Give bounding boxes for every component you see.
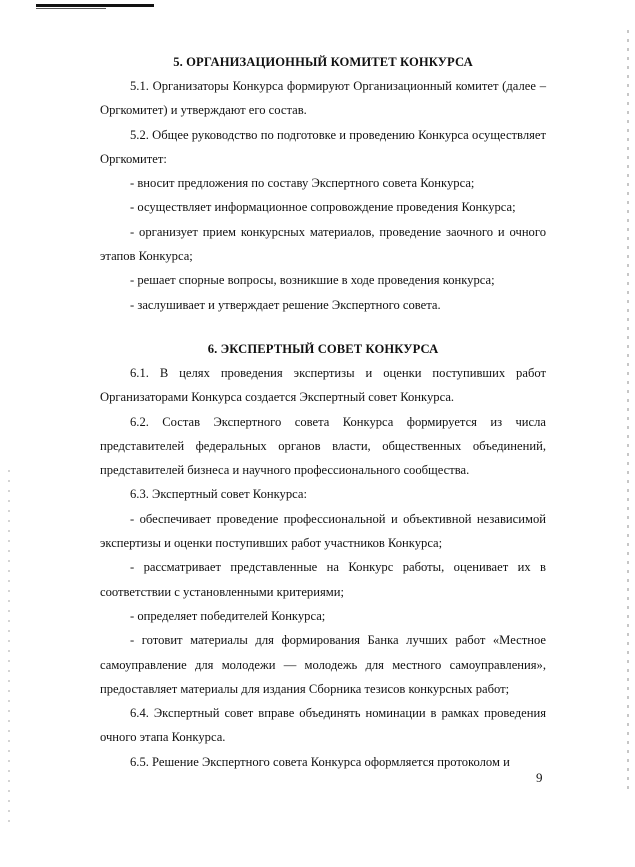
paragraph-5-2: 5.2. Общее руководство по подготовке и проведению Конкурса осуществляет Оргкомитет:: [100, 127, 546, 166]
paragraph-6-3: 6.3. Экспертный совет Конкурса:: [130, 487, 307, 502]
scan-top-mark: [36, 4, 154, 7]
page-number: 9: [536, 770, 543, 785]
paragraph-6-4: 6.4. Экспертный совет вправе объединять номинации в рамках проведения очного этапа Конкурса.: [100, 706, 546, 745]
list-item: - определяет победителей Конкурса;: [130, 608, 326, 623]
scan-right-edge: [627, 30, 629, 790]
paragraph-6-2: 6.2. Состав Экспертного совета Конкурса формируется из числа представителей федеральных органов власти, общественных объединений, представителей бизнеса и научного профессионального сообщества.: [100, 414, 546, 478]
list-item: - готовит материалы для формирования Банка лучших работ «Местное самоуправление для молодежи — молодежь для местного самоуправления», предоставляет материалы для издания Сборника тезисов конкурсных работ;: [100, 633, 546, 696]
document-page: [100, 50, 546, 774]
paragraph-6-1: 6.1. В целях проведения экспертизы и оценки поступивших работ Организаторами Конкурса создается Экспертный совет Конкурса.: [100, 365, 546, 405]
scan-left-edge: [8, 470, 10, 830]
list-item: - осуществляет информационное сопровождение проведения Конкурса;: [130, 200, 516, 215]
list-item: - заслушивает и утверждает решение Экспертного совета.: [130, 297, 441, 312]
list-item: - вносит предложения по составу Экспертного совета Конкурса;: [130, 176, 475, 191]
list-item: - обеспечивает проведение профессиональной и объективной независимой экспертизы и оценки поступивших работ участников Конкурса;: [100, 511, 546, 551]
scan-top-mark-thin: [36, 8, 106, 9]
section-6-title: 6. ЭКСПЕРТНЫЙ СОВЕТ КОНКУРСА: [207, 341, 439, 356]
list-item: - организует прием конкурсных материалов, проведение заочного и очного этапов Конкурса;: [100, 224, 546, 264]
list-item: - рассматривает представленные на Конкурс работы, оценивает их в соответствии с установленными критериями;: [100, 560, 546, 599]
paragraph-6-5: 6.5. Решение Экспертного совета Конкурса оформляется протоколом и: [130, 754, 510, 769]
list-item: - решает спорные вопросы, возникшие в ходе проведения конкурса;: [130, 273, 495, 288]
paragraph-5-1: 5.1. Организаторы Конкурса формируют Организационный комитет (далее – Оргкомитет) и утверждают его состав.: [100, 79, 546, 118]
section-5-title: 5. ОРГАНИЗАЦИОННЫЙ КОМИТЕТ КОНКУРСА: [173, 55, 473, 69]
